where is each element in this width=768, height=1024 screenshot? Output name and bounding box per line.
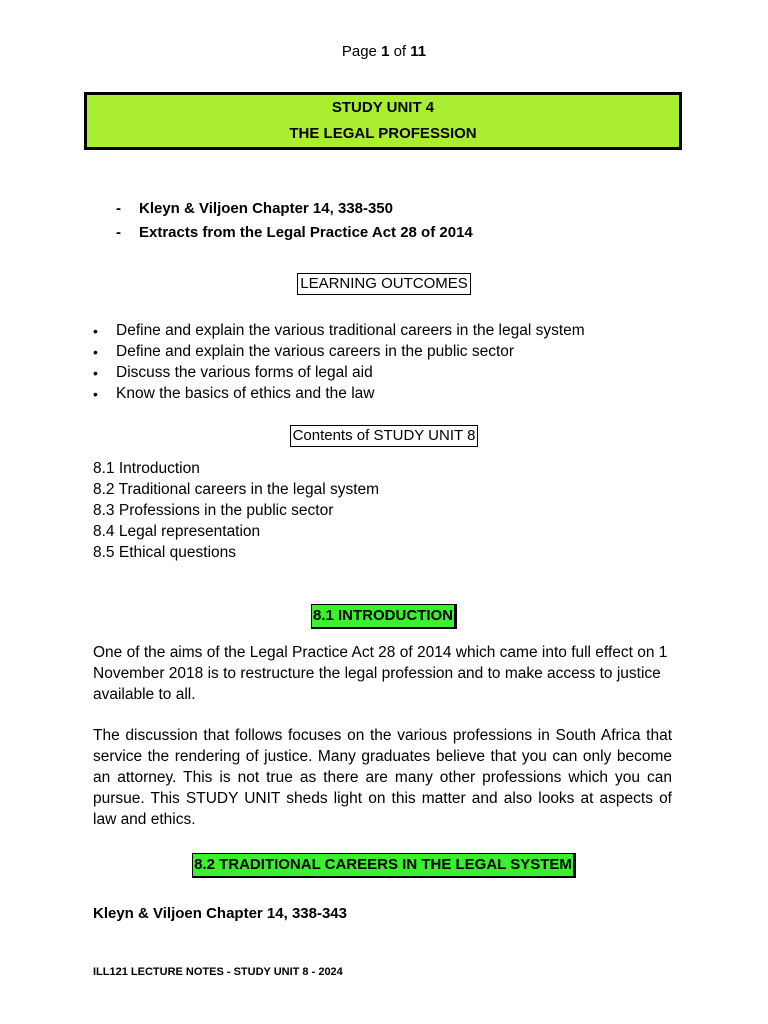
introduction-paragraph-2: The discussion that follows focuses on the various professions in South Africa that service the rendering of justice. Many graduates believe that you can only become an attorney. This is not true as there are many other professions which you can pursue. This STUDY UNIT sheds light on this matter and also looks at aspects of law and ethics. [93, 727, 672, 828]
contents-heading-wrap [0, 425, 768, 447]
page-current: 1 [381, 43, 390, 60]
list-item-text: Define and explain the various traditional careers in the legal system [116, 321, 585, 339]
table-of-contents [93, 458, 379, 563]
list-item-text: Know the basics of ethics and the law [116, 384, 375, 402]
page-footer: ILL121 LECTURE NOTES - STUDY UNIT 8 - 2024 [93, 966, 343, 978]
bullet-icon: • [93, 364, 98, 381]
reference-list [116, 196, 473, 244]
introduction-heading: 8.1 INTRODUCTION [311, 604, 457, 629]
learning-outcomes-list [93, 320, 585, 404]
list-item [93, 320, 585, 341]
study-unit-title-box [84, 92, 682, 150]
reference-item [116, 220, 473, 244]
learning-outcomes-heading-wrap [0, 273, 768, 295]
list-item [93, 383, 585, 404]
reference-text: Extracts from the Legal Practice Act 28 of 2014 [139, 223, 473, 241]
bullet-icon: • [93, 385, 98, 402]
reference-item [116, 196, 473, 220]
reference-dash: - [116, 199, 121, 217]
study-unit-number: STUDY UNIT 4 [331, 99, 435, 116]
reference-dash: - [116, 223, 121, 241]
list-item-text: Discuss the various forms of legal aid [116, 363, 373, 381]
list-item [93, 362, 585, 383]
traditional-careers-heading-wrap [0, 853, 768, 878]
toc-item: 8.5 Ethical questions [93, 544, 237, 561]
toc-item: 8.1 Introduction [93, 460, 200, 477]
toc-item: 8.4 Legal representation [93, 523, 261, 540]
bullet-icon: • [93, 343, 98, 360]
list-item-text: Define and explain the various careers in the public sector [116, 342, 515, 360]
toc-item: 8.3 Professions in the public sector [93, 502, 334, 519]
contents-heading: Contents of STUDY UNIT 8 [290, 425, 479, 447]
introduction-heading-wrap [0, 604, 768, 629]
page-total: 11 [410, 43, 427, 60]
page-middle: of [389, 43, 411, 60]
list-item [93, 341, 585, 362]
study-unit-title: THE LEGAL PROFESSION [289, 125, 477, 142]
traditional-careers-heading: 8.2 TRADITIONAL CAREERS IN THE LEGAL SYSTEM [192, 853, 576, 878]
page-prefix: Page [341, 43, 382, 60]
traditional-careers-reference: Kleyn & Viljoen Chapter 14, 338-343 [93, 905, 347, 922]
reference-text: Kleyn & Viljoen Chapter 14, 338-350 [139, 199, 393, 217]
learning-outcomes-heading: LEARNING OUTCOMES [297, 273, 471, 295]
page-indicator [0, 43, 768, 60]
introduction-paragraph-1: One of the aims of the Legal Practice Act 28 of 2014 which came into full effect on 1 November 2018 is to restructure the legal profession and to make access to justice available to all. [93, 644, 668, 703]
bullet-icon: • [93, 322, 98, 339]
toc-item: 8.2 Traditional careers in the legal system [93, 481, 380, 498]
